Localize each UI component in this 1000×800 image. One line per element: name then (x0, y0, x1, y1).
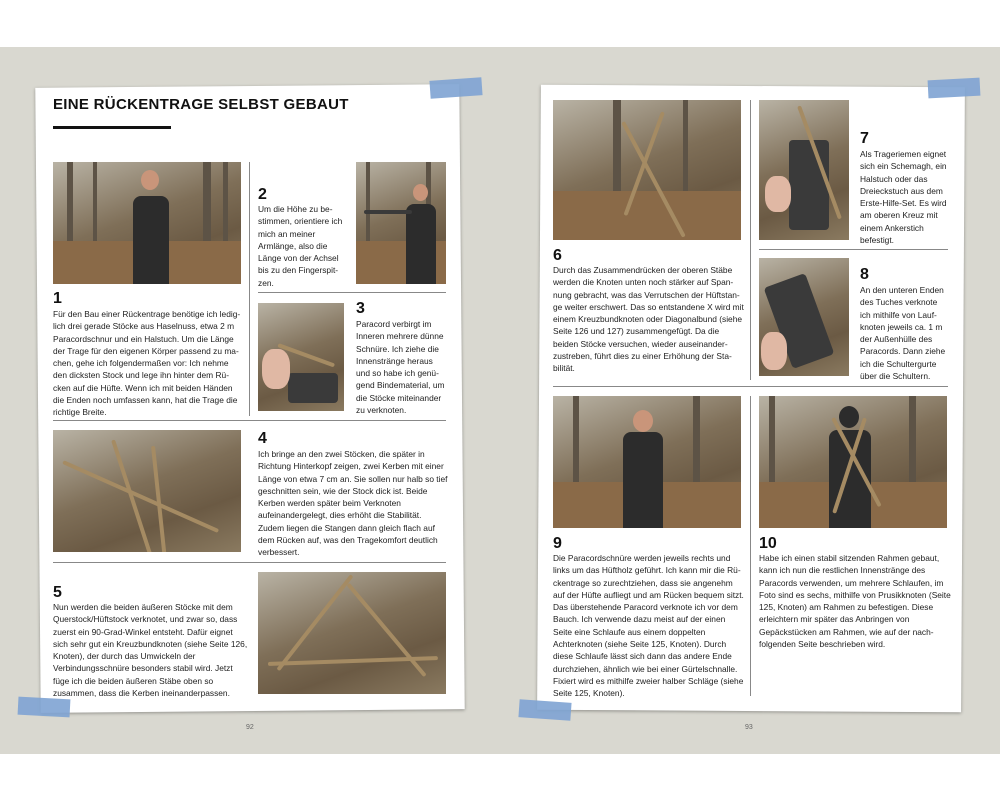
tape-strip (18, 697, 71, 718)
step-6-text: Durch das Zusammendrücken der oberen Stäbe werden die Knoten unten noch stärker auf Spannung gebracht, was das Verrutschen der Hüftstange weiter erschwert. Das so entstandene X wird mit einem Kreuzbundknoten oder Diagonalbund (siehe Seite 126 und 127) zusammengefügt. Da die beiden Stöcke versuchen, wieder auseinanderzustreben, führt dies zu einer Erhöhung der Stabilität. (553, 265, 744, 374)
divider (750, 100, 751, 380)
step-9-text: Die Paracordschnüre werden jeweils rechts und links um das Hüftholz geführt. Ich kann mir die Rückentrage so zurechtziehen, dass sie angenehm auf der Hüfte aufliegt und am Rücken bequem sitzt. Das überstehende Paracord verknote ich vor dem Bauch. Ich verwende dazu meist auf der einen Seite eine Schlaufe aus einem doppelten Achterknoten (siehe Seite 125, Knoten). Durch diese Schlaufe lässt sich dann das andere Ende durchziehen, ähnlich wie bei einer Gürtelschnalle. Fixiert wird es mithilfe zweier halber Schläge (siehe Seite 125, Knoten). (553, 553, 744, 699)
step-5-text: Nun werden die beiden äußeren Stöcke mit dem Querstock/Hüftstock verknotet, und zwar so, dass zuerst ein 90-Grad-Winkel entsteht. Dafür eignet sich sehr gut ein Kreuzbundknoten (siehe Seite 126, Knoten), der durch das Umwickeln der Verbindungsschnüre besonders stabil wird. Jetzt füge ich die beiden äußeren Stäbe oben so zusammen, dass die Kerben ineinanderpassen. (53, 602, 248, 699)
step-6-number: 6 (553, 247, 562, 264)
step-10-number: 10 (759, 535, 777, 552)
divider (553, 386, 948, 387)
step-3-photo (258, 303, 344, 411)
divider (53, 420, 446, 421)
step-4-number: 4 (258, 430, 267, 447)
step-1-number: 1 (53, 290, 62, 307)
step-3-number: 3 (356, 300, 365, 317)
step-8-text: An den unteren Enden des Tuches verknote ich mithilfe von Laufknoten jeweils ca. 1 m der Außenhülle des Paracords. Dann ziehe ich die Schultergurte über die Schultern. (860, 285, 946, 382)
tape-strip (429, 77, 482, 99)
page-number: 93 (745, 724, 753, 731)
step-4-text: Ich bringe an den zwei Stöcken, die später in Richtung Hinterkopf zeigen, zwei Kerben mit einer Länge von etwa 7 cm an. Sie sollen nur halb so tief geschnitten sein, wie der Stock dick ist. Beide Kerben werden später beim Verknoten aufeinandergelegt, dies erhöht die Stabilität. Zudem liegen die Stangen dann gleich flach auf dem Rücken auf, was den Tragekomfort deutlich verbessert. (258, 449, 448, 558)
step-2-number: 2 (258, 186, 267, 203)
step-7-text: Als Trageriemen eignet sich ein Schemagh, ein Halstuch oder das Dreieckstuch aus dem Erste-Hilfe-Set. Es wird am oberen Kreuz mit einem Ankerstich befestigt. (860, 149, 947, 246)
step-6-photo (553, 100, 741, 240)
divider (249, 162, 250, 416)
page-number: 92 (246, 724, 254, 731)
step-2-photo (356, 162, 446, 284)
step-1-photo (53, 162, 241, 284)
step-9-photo (553, 396, 741, 528)
tape-strip (518, 699, 571, 721)
step-3-text: Paracord verbirgt im Inneren mehrere dünne Schnüre. Ich ziehe die Innenstränge heraus und so habe ich genügend Bindematerial, um die Stöcke miteinander zu verknoten. (356, 319, 445, 416)
step-8-photo (759, 258, 849, 376)
step-10-text: Habe ich einen stabil sitzenden Rahmen gebaut, kann ich nun die restlichen Innenstränge des Paracords verwenden, um mehrere Schlaufen, im Foto sind es sechs, mithilfe von Prusikknoten (Seite 125, Knoten) am Rahmen zu befestigen. Diese erleichtern mir später das Anbringen von Gepäckstücken am Rahmen, wie auf der nachfolgenden Seite beschrieben wird. (759, 553, 951, 650)
step-1-text: Für den Bau einer Rückentrage benötige ich lediglich drei gerade Stöcke aus Haselnuss, etwa 2 m Paracordschnur und ein Halstuch. Um die Länge der Trage für den eigenen Körper passend zu machen, gehe ich folgendermaßen vor: Ich nehme den dicksten Stock und lege ihn hinter dem Rücken auf die Hüfte. Wenn ich mit beiden Händen die Enden noch umfassen kann, hat die Trage die richtige Breite. (53, 309, 241, 418)
tape-strip (928, 78, 981, 99)
step-5-number: 5 (53, 584, 62, 601)
step-10-photo (759, 396, 947, 528)
divider (750, 396, 751, 696)
divider (258, 292, 446, 293)
divider (53, 562, 446, 563)
divider (759, 249, 948, 250)
step-7-photo (759, 100, 849, 240)
step-5-photo (258, 572, 446, 694)
step-9-number: 9 (553, 535, 562, 552)
step-7-number: 7 (860, 130, 869, 147)
step-2-text: Um die Höhe zu bestimmen, orientiere ich mich an meiner Armlänge, also die Länge von der Achsel bis zu den Fingerspitzen. (258, 204, 343, 288)
page-title: EINE RÜCKENTRAGE SELBST GEBAUT (53, 96, 349, 113)
step-4-photo (53, 430, 241, 552)
title-underline (53, 126, 171, 129)
step-8-number: 8 (860, 266, 869, 283)
